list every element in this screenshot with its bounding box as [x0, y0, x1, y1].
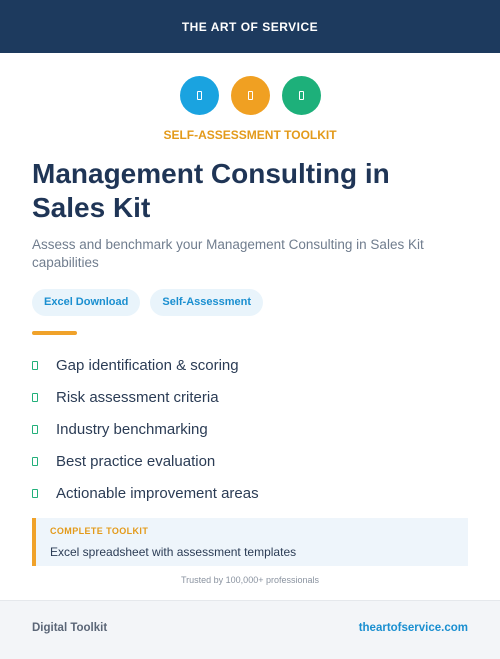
check-icon — [32, 393, 38, 402]
check-icon — [32, 489, 38, 498]
accent-divider — [32, 331, 77, 335]
check-icon — [282, 76, 321, 115]
page-subtitle: Assess and benchmark your Management Consulting in Sales Kit capabilities — [32, 237, 424, 270]
tag-excel-download: Excel Download — [32, 289, 140, 316]
feature-label: Risk assessment criteria — [56, 388, 219, 406]
feature-label: Actionable improvement areas — [56, 484, 259, 502]
list-item — [32, 381, 259, 413]
feature-list — [32, 349, 259, 509]
list-item — [32, 413, 259, 445]
check-icon — [32, 425, 38, 434]
feature-label: Gap identification & scoring — [56, 356, 239, 374]
icon-row — [0, 76, 500, 115]
list-item — [32, 349, 259, 381]
footer — [0, 600, 500, 659]
check-icon — [32, 457, 38, 466]
callout-label: COMPLETE TOOLKIT — [50, 526, 149, 536]
list-item — [32, 445, 259, 477]
footer-label: Digital Toolkit — [32, 622, 108, 634]
toolkit-kicker: SELF-ASSESSMENT TOOLKIT — [163, 128, 337, 142]
feature-label: Industry benchmarking — [56, 420, 208, 438]
brand-title: THE ART OF SERVICE — [181, 19, 319, 34]
page-title: Management Consulting in Sales Kit — [32, 158, 390, 223]
website-link[interactable]: theartofservice.com — [358, 622, 468, 634]
list-item — [32, 477, 259, 509]
callout-text: Excel spreadsheet with assessment templates — [50, 545, 297, 559]
feature-label: Best practice evaluation — [56, 452, 216, 470]
chart-icon — [231, 76, 270, 115]
top-banner — [0, 0, 500, 53]
tag-list — [32, 289, 263, 316]
toolkit-callout — [32, 518, 468, 566]
tag-self-assessment: Self-Assessment — [150, 289, 263, 316]
clipboard-icon — [180, 76, 219, 115]
check-icon — [32, 361, 38, 370]
trust-statement: Trusted by 100,000+ professionals — [180, 575, 319, 585]
